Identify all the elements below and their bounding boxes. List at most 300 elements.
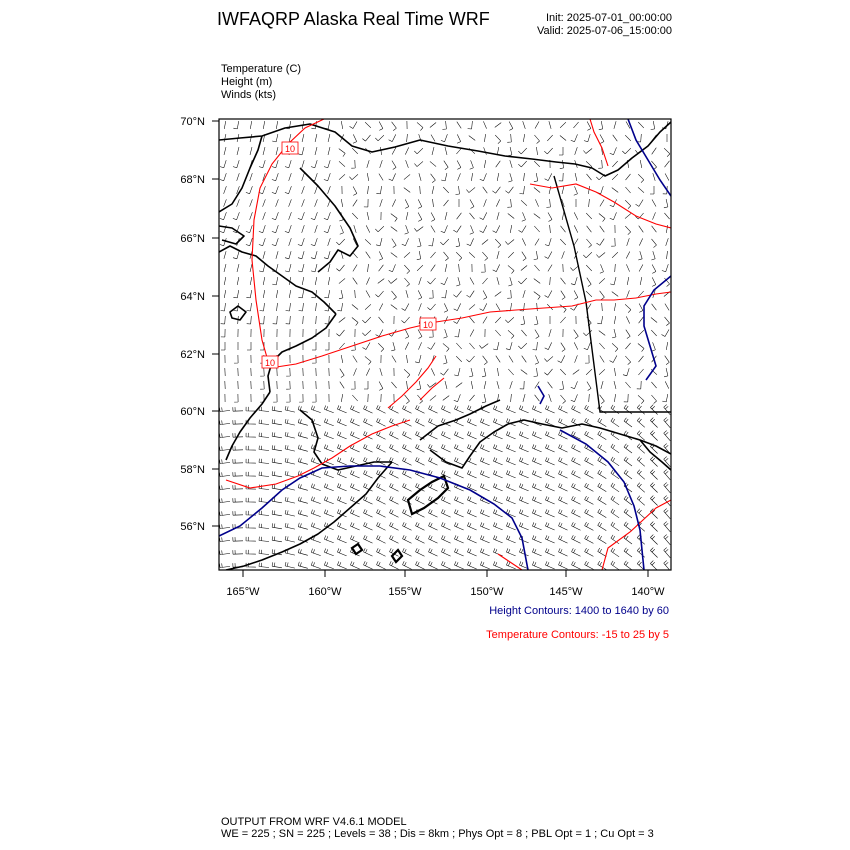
wind-barb	[598, 509, 607, 518]
wind-barb	[639, 304, 643, 313]
wind-barb	[534, 292, 540, 300]
wind-barb	[614, 316, 615, 324]
coast-panhandle	[640, 440, 671, 470]
wind-barb	[259, 459, 269, 464]
wind-barb	[519, 522, 528, 530]
wind-barb	[650, 548, 657, 558]
wind-barb	[484, 160, 485, 168]
wind-barb	[337, 418, 346, 426]
wind-barb	[652, 148, 657, 155]
wind-barb	[311, 484, 320, 491]
wind-barb	[353, 265, 357, 272]
wind-barb	[363, 343, 371, 350]
wind-barb	[483, 187, 488, 193]
wind-barb	[573, 370, 579, 375]
wind-barb	[574, 186, 578, 195]
wind-barb	[391, 227, 397, 232]
valid-time: Valid: 2025-07-06_15:00:00	[537, 25, 672, 37]
wind-barb	[417, 381, 421, 390]
wind-barb	[380, 160, 383, 168]
wind-barb	[246, 550, 256, 554]
wind-barb	[431, 174, 436, 183]
wind-barb	[534, 265, 539, 271]
wind-barb	[379, 251, 383, 260]
wind-barb	[467, 535, 476, 543]
wind-barb	[482, 278, 487, 284]
wind-barb	[234, 355, 238, 363]
wind-barb	[624, 457, 632, 466]
wind-barb	[664, 418, 671, 428]
wind-barb	[259, 524, 269, 529]
coast-kotzebue	[219, 136, 262, 212]
wind-barb	[272, 212, 279, 220]
wind-barb	[469, 368, 473, 377]
wind-barb	[599, 331, 605, 336]
wind-barb	[285, 523, 295, 529]
wind-barb	[587, 278, 591, 287]
wind-barb	[483, 356, 488, 365]
wind-barb	[315, 199, 318, 206]
wind-barb	[377, 535, 386, 543]
wind-barb	[220, 212, 227, 220]
wind-barb	[637, 496, 645, 506]
wind-barb	[559, 147, 563, 155]
wind-barb	[662, 264, 668, 272]
wind-barb	[456, 186, 460, 195]
height-contour-3	[628, 119, 671, 196]
wind-barb	[367, 160, 369, 168]
wind-barb	[441, 548, 450, 556]
wind-barb	[614, 121, 616, 129]
wind-barb	[469, 136, 475, 141]
wind-barb	[519, 509, 528, 517]
wind-barb	[637, 457, 645, 467]
wind-barb	[419, 173, 421, 181]
wind-barb	[272, 536, 282, 542]
wind-barb	[272, 523, 282, 529]
wind-barb	[416, 418, 425, 426]
temp-contour-range	[388, 356, 444, 408]
wind-barb	[454, 431, 463, 439]
wind-barb	[626, 174, 631, 180]
wind-barb	[285, 497, 295, 503]
wind-barb	[457, 122, 461, 129]
wind-barb	[325, 342, 329, 350]
wind-barb	[351, 381, 355, 389]
wind-barb	[467, 496, 476, 504]
wind-barb	[545, 522, 554, 530]
wind-barb	[404, 369, 410, 377]
wind-barb	[417, 265, 423, 271]
wind-barb	[598, 496, 607, 505]
wind-barb	[428, 343, 436, 350]
wind-barb	[316, 316, 317, 324]
wind-barb	[366, 368, 369, 375]
wind-barb	[589, 394, 590, 402]
wind-barb	[456, 383, 462, 388]
wind-barb	[432, 147, 434, 155]
wind-barb	[406, 355, 407, 363]
wind-barb	[429, 444, 438, 452]
wind-barb	[599, 278, 605, 283]
wind-barb	[350, 535, 359, 543]
wind-barb	[233, 472, 243, 476]
wind-barb	[364, 561, 373, 569]
wind-barb	[652, 239, 657, 248]
wind-barb	[614, 381, 616, 389]
wind-barb	[289, 238, 292, 246]
wind-barb	[441, 535, 450, 543]
wind-barb	[572, 522, 581, 530]
wind-barb	[298, 147, 304, 155]
wind-barb	[665, 356, 670, 365]
wind-barb	[416, 548, 425, 556]
wind-barb	[407, 381, 408, 389]
wind-barb	[598, 470, 607, 479]
wind-barb	[637, 405, 645, 415]
wind-barb	[355, 290, 356, 298]
wind-barb	[612, 188, 618, 193]
wind-barb	[637, 509, 645, 519]
wind-barb	[311, 251, 317, 259]
wind-barb	[467, 291, 475, 298]
wind-barb	[506, 483, 515, 491]
wind-barb	[433, 199, 434, 207]
wind-barb	[337, 561, 346, 569]
wind-barb	[612, 343, 618, 351]
wind-barb	[351, 160, 355, 168]
wind-barb	[302, 160, 304, 168]
wind-barb	[250, 134, 252, 142]
wind-barb	[389, 173, 396, 180]
wind-barb	[401, 317, 409, 323]
wind-barb	[272, 225, 278, 233]
wind-barb	[535, 395, 540, 401]
wind-barb	[495, 292, 501, 297]
coast-norton-sound	[268, 314, 336, 392]
wind-barb	[597, 239, 605, 246]
wind-barb	[441, 405, 450, 413]
wind-barb	[497, 212, 499, 220]
wind-barb	[285, 406, 295, 412]
wind-barb	[520, 381, 524, 389]
wind-barb	[496, 199, 499, 206]
wind-barb	[364, 470, 373, 478]
wind-barb	[638, 187, 644, 192]
wind-barb	[276, 251, 278, 259]
wind-barb	[404, 174, 410, 179]
wind-barb	[611, 418, 619, 427]
wind-barb	[545, 548, 554, 556]
wind-barb	[246, 459, 256, 463]
wind-barb	[324, 562, 333, 569]
wind-barb	[416, 535, 425, 543]
wind-barb	[508, 369, 513, 375]
wind-barb	[510, 381, 513, 389]
wind-barb	[545, 405, 554, 413]
wind-barb	[220, 550, 231, 554]
wind-barb	[614, 303, 615, 311]
wind-barb	[377, 431, 386, 439]
wind-barb	[454, 470, 463, 478]
wind-barb	[559, 457, 568, 465]
wind-barb	[312, 394, 316, 402]
wind-barb	[546, 199, 550, 207]
wind-barb	[417, 238, 421, 247]
wind-barb	[429, 405, 438, 413]
wind-barb	[626, 316, 629, 323]
wind-barb	[480, 457, 489, 465]
wind-barb	[492, 187, 500, 193]
wind-barb	[545, 238, 551, 246]
wind-barb	[391, 342, 395, 351]
wind-barb	[272, 510, 282, 516]
wind-barb	[587, 382, 591, 391]
wind-barb	[220, 485, 231, 489]
wind-barb	[259, 225, 265, 233]
wind-barb	[220, 537, 231, 541]
model-output-label: OUTPUT FROM WRF V4.6.1 MODEL	[221, 816, 407, 828]
wind-barb	[549, 329, 551, 337]
wind-barb	[440, 369, 448, 375]
wind-barb	[480, 212, 487, 219]
wind-barb	[493, 225, 500, 232]
wind-barb	[662, 394, 668, 402]
wind-barb	[392, 161, 396, 170]
wind-barb	[431, 135, 435, 142]
wind-barb	[273, 394, 277, 402]
wind-barb	[298, 484, 308, 491]
wind-barb	[585, 548, 594, 556]
wind-barb	[272, 432, 282, 438]
wind-barb	[625, 304, 631, 312]
lon-label-140: 140°W	[631, 586, 665, 598]
wind-barb	[302, 173, 305, 181]
wind-barb	[600, 135, 604, 144]
wind-barb	[614, 394, 615, 402]
wind-barb	[365, 122, 371, 128]
wind-barb	[625, 135, 631, 141]
wind-barb	[377, 496, 386, 504]
wind-barb	[585, 405, 594, 413]
wind-barb	[508, 214, 514, 219]
wind-barb	[652, 304, 657, 310]
wind-barb	[315, 277, 317, 285]
wind-barb	[612, 174, 618, 180]
wind-barb	[496, 161, 501, 167]
wind-barb	[441, 225, 448, 232]
wind-barb	[523, 134, 524, 142]
wind-barb	[545, 252, 552, 259]
wind-barb	[497, 368, 498, 376]
wind-barb	[585, 561, 594, 569]
wind-barb	[272, 277, 278, 285]
wind-barb	[664, 509, 671, 519]
wind-barb	[377, 418, 386, 426]
coast-seward-north	[300, 168, 358, 272]
wind-barb	[598, 431, 607, 440]
wind-barb	[324, 212, 331, 220]
wind-barb	[272, 484, 282, 490]
wind-barb	[561, 226, 566, 232]
wind-barb	[272, 471, 282, 477]
wind-barb	[662, 330, 670, 337]
wind-barb	[380, 199, 383, 207]
wind-barb	[250, 277, 252, 285]
wind-barb	[263, 277, 265, 285]
wind-barb	[285, 445, 295, 451]
wind-barb	[454, 317, 462, 324]
wind-barb	[246, 433, 256, 437]
wind-barb	[624, 418, 632, 427]
wind-barb	[444, 200, 449, 206]
wind-barb	[467, 522, 476, 530]
wind-barb	[286, 394, 290, 402]
wind-barb	[224, 186, 227, 194]
wind-barb	[259, 160, 265, 168]
wind-barb	[523, 290, 525, 298]
wind-barb	[233, 511, 243, 515]
wind-barb	[298, 290, 303, 298]
wind-barb	[273, 316, 278, 324]
wind-barb	[571, 381, 578, 388]
wind-barb	[316, 303, 317, 311]
wind-barb	[480, 548, 489, 556]
wind-barb	[497, 147, 499, 155]
wind-barb	[259, 550, 269, 555]
wind-barb	[602, 303, 603, 311]
wind-barb	[545, 509, 554, 517]
wind-barb	[427, 278, 435, 284]
wind-barb	[377, 483, 386, 491]
wind-barb	[259, 511, 269, 516]
wind-barb	[509, 122, 513, 131]
lat-label-66: 66°N	[180, 233, 205, 245]
wind-barb	[390, 509, 399, 517]
wind-barb	[352, 395, 357, 401]
wind-barb	[337, 457, 346, 465]
wind-barb	[233, 121, 238, 129]
wind-barb	[429, 522, 438, 530]
wind-barb	[457, 134, 461, 143]
wind-barb	[441, 444, 450, 452]
wind-barb	[534, 161, 540, 167]
wind-barb	[414, 227, 423, 232]
wind-barb	[469, 304, 475, 309]
wind-barb	[493, 561, 502, 569]
wind-barb	[353, 278, 358, 285]
wind-barb	[324, 549, 333, 556]
wind-barb	[572, 509, 581, 517]
wind-barb	[325, 316, 330, 324]
wind-barb	[233, 498, 243, 502]
wind-barb	[378, 343, 384, 352]
wind-barb	[664, 483, 671, 493]
wind-barb	[550, 225, 551, 233]
wind-barb	[324, 160, 330, 168]
wind-barb	[328, 186, 331, 194]
wind-barb	[598, 535, 607, 544]
wind-barb	[534, 316, 538, 325]
wind-barb	[467, 561, 476, 569]
wind-barb	[263, 121, 264, 129]
wind-barb	[367, 212, 369, 220]
wind-barb	[466, 187, 475, 192]
wind-barb	[545, 457, 554, 465]
lon-label-155: 155°W	[388, 586, 422, 598]
wind-barb	[259, 537, 269, 542]
wind-barb	[519, 226, 527, 233]
wind-barb	[664, 561, 671, 571]
wind-barb	[640, 277, 642, 285]
wind-barb	[416, 561, 425, 569]
wind-barb	[259, 472, 269, 477]
wind-barb	[337, 496, 346, 504]
wind-barb	[469, 252, 475, 257]
wind-barb	[388, 279, 397, 284]
wind-barb	[610, 277, 616, 285]
wind-barb	[493, 483, 502, 491]
lon-label-150: 150°W	[470, 586, 504, 598]
wind-barb	[246, 238, 252, 246]
wind-barb	[365, 304, 371, 309]
wind-barb	[532, 522, 541, 530]
wind-barb	[298, 549, 308, 556]
wind-barb	[431, 213, 435, 222]
wind-barb	[403, 483, 412, 491]
wind-barb	[233, 251, 239, 259]
wind-barb	[639, 265, 643, 272]
wind-barb	[250, 173, 253, 181]
wind-barb	[289, 290, 290, 298]
wind-barb	[505, 240, 514, 245]
wind-barb	[324, 251, 330, 259]
wind-barb	[521, 370, 527, 375]
wind-barb	[534, 251, 538, 260]
wind-barb	[506, 457, 515, 465]
lat-label-58: 58°N	[180, 464, 205, 476]
wind-barb	[341, 199, 342, 207]
wind-barb	[470, 330, 474, 337]
wind-barb	[612, 292, 618, 297]
wind-barb	[259, 407, 269, 412]
wind-barb	[507, 290, 511, 298]
wind-barb	[585, 431, 594, 439]
temp-label-west: 10	[264, 358, 276, 368]
temperature-contour-legend: Temperature Contours: -15 to 25 by 5	[486, 629, 669, 641]
wind-barb	[402, 304, 409, 311]
wind-barb	[600, 200, 604, 207]
wind-barb	[390, 431, 399, 439]
wind-barb	[506, 431, 515, 439]
wind-barb	[545, 291, 552, 298]
wind-barb	[611, 444, 619, 453]
wind-barb	[337, 522, 346, 530]
wind-barb	[220, 459, 231, 463]
wind-barb	[403, 431, 412, 439]
wind-barb	[298, 445, 308, 452]
wind-barb	[572, 405, 581, 413]
wind-barb	[571, 394, 578, 401]
wind-barb	[407, 134, 408, 142]
wind-barb	[571, 134, 578, 141]
wind-barb	[440, 239, 449, 245]
wind-barb	[484, 147, 487, 154]
wind-barb	[575, 355, 578, 362]
wind-barb	[353, 356, 357, 363]
wind-barb	[480, 225, 487, 232]
wind-barb	[285, 225, 291, 233]
